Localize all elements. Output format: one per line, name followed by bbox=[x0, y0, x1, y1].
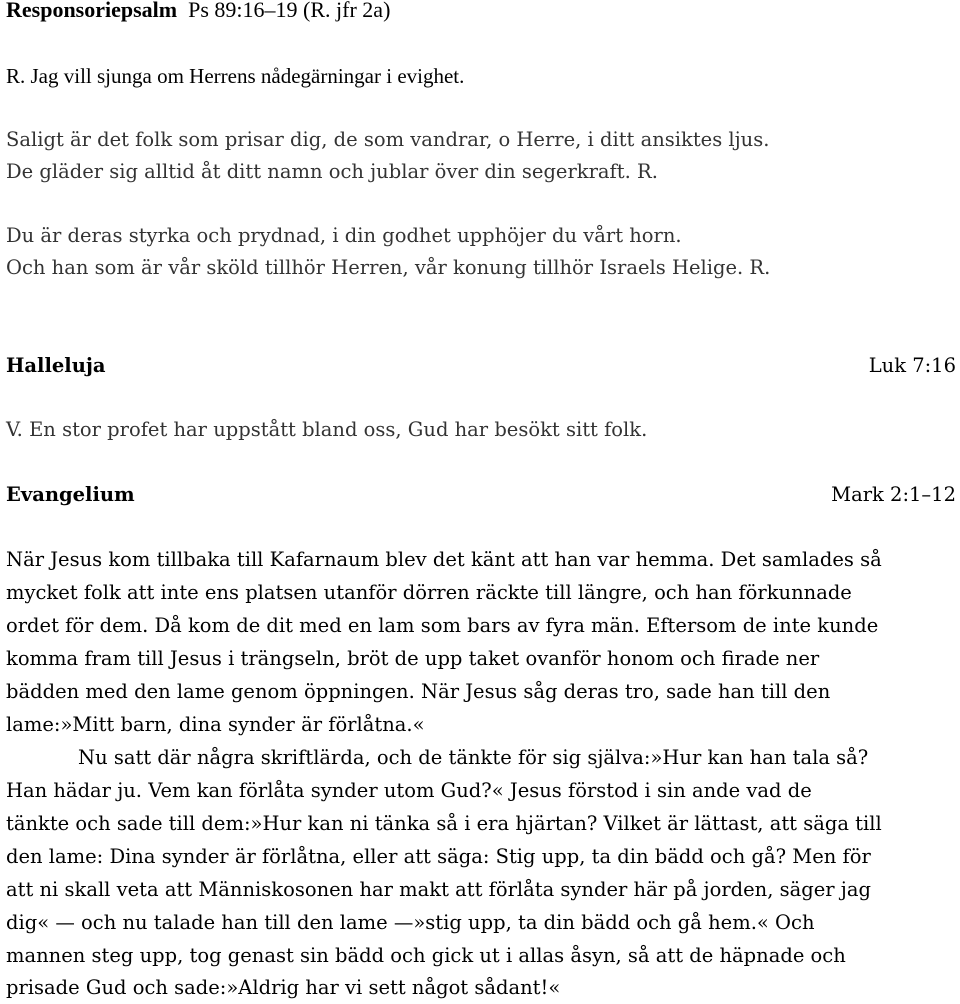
alleluia-reference: Luk 7:16 bbox=[868, 354, 956, 377]
alleluia-verse: V. En stor profet har uppstått bland oss, Gud har besökt sitt folk. bbox=[6, 418, 648, 441]
responsorial-refrain: R. Jag vill sjunga om Herrens nådegärningar i evighet. bbox=[6, 64, 465, 88]
psalm-verse: De gläder sig alltid åt ditt namn och jublar över din segerkraft. R. bbox=[6, 160, 658, 183]
gospel-text-line: mannen steg upp, tog genast sin bädd och gick ut i allas åsyn, så att de häpnade och bbox=[6, 944, 846, 967]
gospel-reference: Mark 2:1–12 bbox=[831, 483, 956, 506]
responsorial-heading bbox=[6, 0, 956, 26]
gospel-text-line: dig« — och nu talade han till den lame —»stig upp, ta din bädd och gå hem.« Och bbox=[6, 911, 815, 934]
gospel-text-line: prisade Gud och sade:»Aldrig har vi sett något sådant!« bbox=[6, 976, 561, 999]
psalm-verse: Och han som är vår sköld tillhör Herren, vår konung tillhör Israels Helige. R. bbox=[6, 256, 771, 279]
alleluia-heading bbox=[6, 350, 956, 382]
gospel-text-line: ordet för dem. Då kom de dit med en lam som bars av fyra män. Eftersom de inte kunde bbox=[6, 614, 879, 637]
gospel-text-line: bädden med den lame genom öppningen. När Jesus såg deras tro, sade han till den bbox=[6, 680, 831, 703]
psalm-verse: Saligt är det folk som prisar dig, de som vandrar, o Herre, i ditt ansiktes ljus. bbox=[6, 128, 770, 151]
gospel-text-line: Han hädar ju. Vem kan förlåta synder utom Gud?« Jesus förstod i sin ande vad de bbox=[6, 779, 812, 802]
gospel-heading bbox=[6, 479, 956, 511]
alleluia-title: Halleluja bbox=[6, 354, 106, 377]
gospel-text-line: Nu satt där några skriftlärda, och de tänkte för sig själva:»Hur kan han tala så? bbox=[78, 746, 869, 769]
psalm-verse: Du är deras styrka och prydnad, i din godhet upphöjer du vårt horn. bbox=[6, 224, 682, 247]
gospel-text-line: den lame: Dina synder är förlåtna, eller att säga: Stig upp, ta din bädd och gå? Men för bbox=[6, 845, 871, 868]
gospel-text-line: mycket folk att inte ens platsen utanför dörren räckte till längre, och han förkunnade bbox=[6, 581, 852, 604]
responsorial-title: Responsoriepsalm bbox=[6, 0, 178, 22]
gospel-text-line: tänkte och sade till dem:»Hur kan ni tänka så i era hjärtan? Vilket är lättast, att säga till bbox=[6, 812, 882, 835]
gospel-text-line: att ni skall veta att Människosonen har makt att förlåta synder här på jorden, säger jag bbox=[6, 878, 871, 901]
gospel-text-line: komma fram till Jesus i trängseln, bröt de upp taket ovanför honom och firade ner bbox=[6, 647, 820, 670]
gospel-text-line: När Jesus kom tillbaka till Kafarnaum blev det känt att han var hemma. Det samlades så bbox=[6, 548, 882, 571]
gospel-title: Evangelium bbox=[6, 483, 135, 506]
responsorial-reference: Ps 89:16–19 (R. jfr 2a) bbox=[188, 0, 391, 22]
gospel-text-line: lame:»Mitt barn, dina synder är förlåtna.« bbox=[6, 713, 425, 736]
